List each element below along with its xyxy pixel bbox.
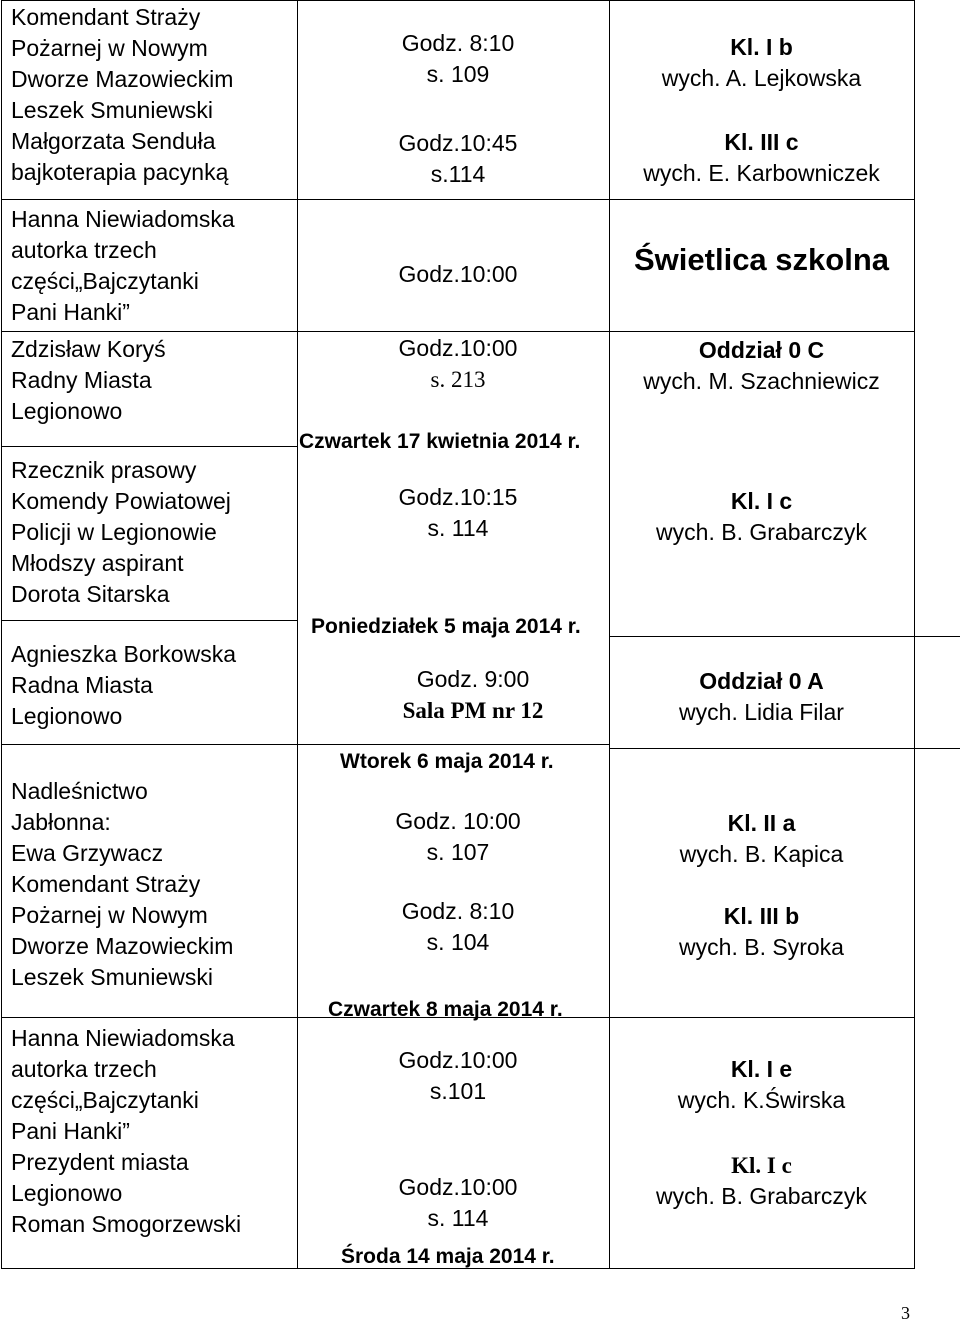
guest-line: Legionowo (11, 703, 123, 729)
guest-line: autorka trzech (11, 237, 157, 263)
class-teacher: wych. Lidia Filar (679, 699, 844, 725)
row-divider (1, 199, 297, 200)
slot-time: Godz. 8:10 (401, 30, 515, 56)
guest-line: Legionowo (11, 1180, 123, 1206)
slot-time: Godz.10:45 (398, 130, 518, 156)
date-heading: Poniedziałek 5 maja 2014 r. (311, 615, 581, 638)
table-border-left (1, 0, 2, 1268)
guest-line: autorka trzech (11, 1056, 157, 1082)
guest-line: Leszek Smuniewski (11, 964, 213, 990)
slot-room: s. 109 (426, 61, 490, 87)
table-border-right (914, 0, 915, 1268)
guest-line: Prezydent miasta (11, 1149, 189, 1175)
slot-room: s. 107 (426, 839, 490, 865)
slot-room: Sala PM nr 12 (402, 698, 544, 723)
slot-room: s. 104 (426, 929, 490, 955)
class-name: Kl. I c (731, 1153, 792, 1178)
slot-room: s.114 (430, 161, 486, 187)
row-divider (609, 199, 914, 200)
class-name: Kl. I e (730, 1056, 793, 1082)
guest-cell (11, 455, 231, 610)
guest-line: Pani Hanki” (11, 1118, 130, 1144)
row-divider (1, 744, 297, 745)
guest-line: Dworze Mazowieckim (11, 66, 234, 92)
class-entry (609, 127, 914, 189)
slot-room: s. 213 (430, 367, 486, 392)
guest-line: Komendy Powiatowej (11, 488, 231, 514)
slot-time: Godz.10:00 (398, 335, 518, 361)
guest-line: Hanna Niewiadomska (11, 1025, 235, 1051)
table-border-top (1, 0, 915, 1)
class-entry (609, 32, 914, 94)
guest-line: Ewa Grzywacz (11, 840, 164, 866)
guest-cell (11, 639, 236, 732)
class-entry (609, 1150, 914, 1212)
slot-time: Godz. 10:00 (395, 808, 521, 834)
schedule-slot (383, 128, 533, 190)
row-divider (1, 620, 297, 621)
guest-line: Dworze Mazowieckim (11, 933, 234, 959)
guest-line: Radny Miasta (11, 367, 152, 393)
schedule-slot (383, 1045, 533, 1107)
slot-room: s.101 (429, 1078, 487, 1104)
guest-line: Nadleśnictwo (11, 778, 148, 804)
slot-time: Godz.10:15 (398, 484, 518, 510)
schedule-slot (383, 259, 533, 290)
guest-line: Dorota Sitarska (11, 581, 170, 607)
schedule-slot (363, 664, 583, 726)
schedule-slot (383, 896, 533, 958)
guest-line: Pożarnej w Nowym (11, 902, 208, 928)
class-entry (609, 808, 914, 870)
section-title: Świetlica szkolna (634, 242, 889, 277)
guest-line: Komendant Straży (11, 4, 201, 30)
guest-cell (11, 334, 166, 427)
guest-line: Małgorzata Senduła (11, 128, 216, 154)
row-divider (297, 331, 609, 332)
class-name: Kl. III c (724, 129, 799, 155)
class-teacher: wych. B. Grabarczyk (656, 1183, 867, 1209)
class-teacher: wych. M. Szachniewicz (643, 368, 880, 394)
class-entry (609, 901, 914, 963)
guest-line: części„Bajczytanki (11, 1087, 199, 1113)
guest-line: Agnieszka Borkowska (11, 641, 236, 667)
schedule-slot (383, 1172, 533, 1234)
slot-time: Godz.10:00 (398, 1047, 518, 1073)
guest-line: Leszek Smuniewski (11, 97, 213, 123)
slot-room: s. 114 (427, 515, 489, 541)
class-teacher: wych. B. Kapica (679, 841, 844, 867)
guest-line: Radna Miasta (11, 672, 153, 698)
slot-room: s. 114 (427, 1205, 489, 1231)
guest-line: Roman Smogorzewski (11, 1211, 242, 1237)
date-heading: Środa 14 maja 2014 r. (341, 1245, 555, 1268)
guest-cell (11, 2, 233, 188)
schedule-slot (383, 482, 533, 544)
guest-line: Hanna Niewiadomska (11, 206, 235, 232)
row-divider (1, 331, 297, 332)
class-name: Kl. II a (727, 810, 796, 836)
guest-line: bajkoterapia pacynką (11, 159, 229, 185)
class-entry (609, 335, 914, 397)
class-entry (609, 1054, 914, 1116)
guest-line: Komendant Straży (11, 871, 201, 897)
guest-cell (11, 1023, 241, 1240)
schedule-slot (383, 28, 533, 90)
class-entry (609, 486, 914, 548)
guest-line: Policji w Legionowie (11, 519, 217, 545)
guest-line: części„Bajczytanki (11, 268, 199, 294)
row-divider (297, 199, 609, 200)
row-divider (1, 1017, 297, 1018)
guest-line: Legionowo (11, 398, 123, 424)
row-divider (609, 748, 960, 749)
guest-line: Jabłonna: (11, 809, 111, 835)
class-name: Kl. I b (730, 34, 793, 60)
class-name: Kl. III b (723, 903, 800, 929)
guest-line: Młodszy aspirant (11, 550, 184, 576)
class-teacher: wych. K.Świrska (677, 1087, 846, 1113)
guest-cell (11, 776, 233, 993)
row-divider (609, 331, 914, 332)
class-teacher: wych. B. Syroka (679, 934, 844, 960)
row-divider (609, 636, 960, 637)
guest-line: Pożarnej w Nowym (11, 35, 208, 61)
row-divider (297, 744, 609, 745)
row-divider (609, 1017, 914, 1018)
table-divider-1 (297, 0, 298, 1268)
guest-line: Pani Hanki” (11, 299, 130, 325)
slot-time: Godz.10:00 (398, 1174, 518, 1200)
class-name: Kl. I c (730, 488, 793, 514)
page-number: 3 (901, 1303, 910, 1323)
row-divider (1, 446, 297, 447)
date-heading: Wtorek 6 maja 2014 r. (340, 750, 554, 773)
slot-time: Godz. 9:00 (416, 666, 530, 692)
class-teacher: wych. E. Karbowniczek (643, 160, 880, 186)
class-teacher: wych. B. Grabarczyk (656, 519, 867, 545)
class-name: Oddział 0 A (699, 668, 824, 694)
date-heading: Czwartek 8 maja 2014 r. (328, 998, 563, 1021)
guest-line: Rzecznik prasowy (11, 457, 197, 483)
slot-time: Godz.10:00 (398, 261, 518, 287)
schedule-slot (383, 806, 533, 868)
slot-time: Godz. 8:10 (401, 898, 515, 924)
class-name: Oddział 0 C (698, 337, 825, 363)
class-entry (609, 666, 914, 728)
date-heading: Czwartek 17 kwietnia 2014 r. (299, 430, 581, 453)
class-teacher: wych. A. Lejkowska (661, 65, 862, 91)
guest-line: Zdzisław Koryś (11, 336, 166, 362)
schedule-slot (383, 333, 533, 395)
guest-cell (11, 204, 235, 328)
